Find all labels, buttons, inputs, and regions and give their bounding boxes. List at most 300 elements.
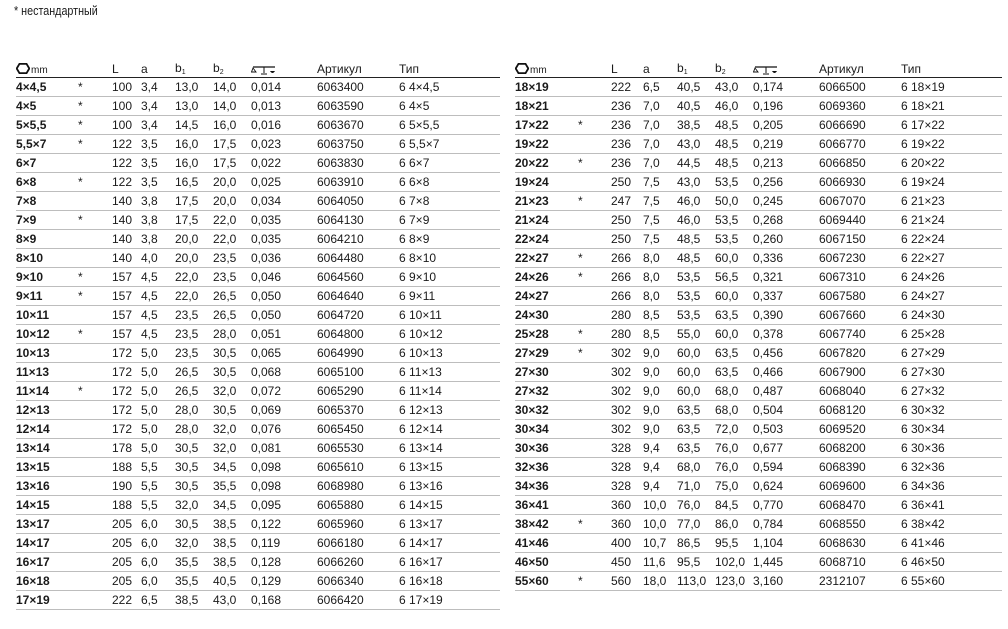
table-row xyxy=(16,591,500,610)
b1-cell: 53,5 xyxy=(677,268,715,287)
table-row xyxy=(515,268,1002,287)
length-cell: 302 xyxy=(611,344,643,363)
b1-cell: 26,5 xyxy=(175,363,213,382)
a-cell: 7,5 xyxy=(643,173,677,192)
nonstandard-mark xyxy=(578,439,611,458)
article-cell: 6068200 xyxy=(819,439,901,458)
a-cell: 7,5 xyxy=(643,211,677,230)
table-row xyxy=(16,287,500,306)
article-cell: 6064990 xyxy=(317,344,399,363)
b1-cell: 95,5 xyxy=(677,553,715,572)
b2-cell: 56,5 xyxy=(715,268,753,287)
article-cell: 6068980 xyxy=(317,477,399,496)
size-cell: 19×22 xyxy=(515,135,578,154)
table-row xyxy=(16,325,500,344)
type-cell: 6 34×36 xyxy=(901,477,1002,496)
length-cell: 450 xyxy=(611,553,643,572)
article-cell: 6064720 xyxy=(317,306,399,325)
nonstandard-mark: * xyxy=(78,78,112,97)
length-cell: 190 xyxy=(112,477,141,496)
nonstandard-mark xyxy=(578,496,611,515)
a-cell: 9,4 xyxy=(643,458,677,477)
length-cell: 122 xyxy=(112,135,141,154)
nonstandard-mark xyxy=(78,439,112,458)
nonstandard-mark: * xyxy=(578,344,611,363)
size-cell: 46×50 xyxy=(515,553,578,572)
article-header: Артикул xyxy=(317,59,399,78)
length-header: L xyxy=(112,59,141,78)
length-cell: 205 xyxy=(112,534,141,553)
table-row xyxy=(515,325,1002,344)
b2-cell: 76,0 xyxy=(715,439,753,458)
length-cell: 266 xyxy=(611,287,643,306)
weight-cell: 0,219 xyxy=(753,135,819,154)
nonstandard-mark xyxy=(78,496,112,515)
length-cell: 247 xyxy=(611,192,643,211)
article-cell: 6066690 xyxy=(819,116,901,135)
table-row xyxy=(16,534,500,553)
b1-cell: 55,0 xyxy=(677,325,715,344)
size-cell: 12×13 xyxy=(16,401,78,420)
b2-header: $b_2$ xyxy=(715,59,753,78)
nonstandard-mark xyxy=(78,591,112,610)
a-cell: 3,4 xyxy=(141,97,175,116)
weight-cell: 0,034 xyxy=(251,192,317,211)
type-cell: 6 16×18 xyxy=(399,572,500,591)
weight-cell: 0,466 xyxy=(753,363,819,382)
a-cell: 5,5 xyxy=(141,477,175,496)
b2-cell: 16,0 xyxy=(213,116,251,135)
type-cell: 6 24×26 xyxy=(901,268,1002,287)
b1-cell: 53,5 xyxy=(677,287,715,306)
a-cell: 8,5 xyxy=(643,325,677,344)
type-cell: 6 30×34 xyxy=(901,420,1002,439)
type-cell: 6 13×15 xyxy=(399,458,500,477)
b1-cell: 77,0 xyxy=(677,515,715,534)
b1-cell: 60,0 xyxy=(677,363,715,382)
b1-cell: 26,5 xyxy=(175,382,213,401)
type-cell: 6 10×13 xyxy=(399,344,500,363)
length-cell: 280 xyxy=(611,306,643,325)
table-row xyxy=(16,306,500,325)
a-cell: 9,0 xyxy=(643,344,677,363)
type-cell: 6 6×8 xyxy=(399,173,500,192)
size-cell: 13×17 xyxy=(16,515,78,534)
size-cell: 22×24 xyxy=(515,230,578,249)
nonstandard-note: * нестандартный xyxy=(14,4,98,18)
b2-cell: 38,5 xyxy=(213,553,251,572)
b1-cell: 43,0 xyxy=(677,135,715,154)
nonstandard-mark xyxy=(578,363,611,382)
b2-cell: 60,0 xyxy=(715,287,753,306)
weight-cell: 0,050 xyxy=(251,287,317,306)
b1-cell: 86,5 xyxy=(677,534,715,553)
b2-cell: 53,5 xyxy=(715,211,753,230)
b1-cell: 16,0 xyxy=(175,154,213,173)
length-cell: 302 xyxy=(611,382,643,401)
table-row xyxy=(16,477,500,496)
size-cell: 24×30 xyxy=(515,306,578,325)
b1-cell: 20,0 xyxy=(175,249,213,268)
b2-cell: 22,0 xyxy=(213,211,251,230)
a-cell: 7,5 xyxy=(643,230,677,249)
a-cell: 3,5 xyxy=(141,135,175,154)
size-unit: mm xyxy=(31,65,48,76)
length-cell: 140 xyxy=(112,249,141,268)
weight-cell: 0,022 xyxy=(251,154,317,173)
b1-cell: 17,5 xyxy=(175,211,213,230)
scale-weight-icon xyxy=(251,65,277,75)
weight-cell: 0,122 xyxy=(251,515,317,534)
table-row xyxy=(515,306,1002,325)
type-cell: 6 9×10 xyxy=(399,268,500,287)
size-cell: 24×26 xyxy=(515,268,578,287)
a-cell: 4,5 xyxy=(141,325,175,344)
nonstandard-mark: * xyxy=(78,116,112,135)
a-cell: 7,5 xyxy=(643,192,677,211)
a-cell: 4,5 xyxy=(141,268,175,287)
b1-cell: 48,5 xyxy=(677,230,715,249)
size-cell: 27×29 xyxy=(515,344,578,363)
article-cell: 6065290 xyxy=(317,382,399,401)
nonstandard-mark: * xyxy=(578,249,611,268)
size-cell: 6×7 xyxy=(16,154,78,173)
size-cell: 13×16 xyxy=(16,477,78,496)
type-cell: 6 7×8 xyxy=(399,192,500,211)
b2-cell: 53,5 xyxy=(715,173,753,192)
table-row xyxy=(515,135,1002,154)
b2-cell: 123,0 xyxy=(715,572,753,591)
size-cell: 6×8 xyxy=(16,173,78,192)
article-cell: 6067580 xyxy=(819,287,901,306)
b2-cell: 95,5 xyxy=(715,534,753,553)
b2-cell: 46,0 xyxy=(715,97,753,116)
b1-cell: 32,0 xyxy=(175,496,213,515)
nonstandard-mark: * xyxy=(578,515,611,534)
b2-cell: 60,0 xyxy=(715,325,753,344)
type-header: Тип xyxy=(399,59,500,78)
b2-cell: 40,5 xyxy=(213,572,251,591)
weight-cell: 0,205 xyxy=(753,116,819,135)
size-header xyxy=(16,59,78,78)
article-cell: 6069520 xyxy=(819,420,901,439)
article-cell: 6068040 xyxy=(819,382,901,401)
b1-cell: 60,0 xyxy=(677,382,715,401)
b1-cell: 68,0 xyxy=(677,458,715,477)
length-cell: 157 xyxy=(112,268,141,287)
table-row xyxy=(515,401,1002,420)
a-cell: 4,5 xyxy=(141,287,175,306)
type-cell: 6 38×42 xyxy=(901,515,1002,534)
a-header: a xyxy=(643,59,677,78)
type-cell: 6 27×30 xyxy=(901,363,1002,382)
size-cell: 16×18 xyxy=(16,572,78,591)
length-cell: 250 xyxy=(611,211,643,230)
type-cell: 6 19×22 xyxy=(901,135,1002,154)
nonstandard-mark xyxy=(578,173,611,192)
weight-cell: 0,035 xyxy=(251,230,317,249)
b1-cell: 40,5 xyxy=(677,78,715,97)
length-cell: 280 xyxy=(611,325,643,344)
length-cell: 302 xyxy=(611,420,643,439)
table-row xyxy=(16,553,500,572)
spec-table-right xyxy=(515,59,1002,591)
nonstandard-mark: * xyxy=(578,154,611,173)
article-cell: 6065960 xyxy=(317,515,399,534)
table-row xyxy=(515,154,1002,173)
length-cell: 560 xyxy=(611,572,643,591)
article-cell: 6064640 xyxy=(317,287,399,306)
size-cell: 30×36 xyxy=(515,439,578,458)
size-cell: 10×11 xyxy=(16,306,78,325)
b2-cell: 35,5 xyxy=(213,477,251,496)
size-cell: 55×60 xyxy=(515,572,578,591)
weight-cell: 0,390 xyxy=(753,306,819,325)
article-cell: 6068630 xyxy=(819,534,901,553)
nonstandard-mark xyxy=(78,344,112,363)
a-cell: 3,5 xyxy=(141,173,175,192)
nonstandard-mark xyxy=(78,154,112,173)
size-cell: 30×34 xyxy=(515,420,578,439)
b1-cell: 17,5 xyxy=(175,192,213,211)
table-row xyxy=(16,154,500,173)
type-cell: 6 6×7 xyxy=(399,154,500,173)
nonstandard-mark: * xyxy=(578,116,611,135)
b2-cell: 53,5 xyxy=(715,230,753,249)
b2-cell: 63,5 xyxy=(715,363,753,382)
a-cell: 9,0 xyxy=(643,420,677,439)
type-cell: 6 19×24 xyxy=(901,173,1002,192)
nonstandard-mark: * xyxy=(78,97,112,116)
length-cell: 172 xyxy=(112,363,141,382)
length-cell: 172 xyxy=(112,420,141,439)
weight-cell: 0,098 xyxy=(251,458,317,477)
b2-cell: 86,0 xyxy=(715,515,753,534)
weight-cell: 0,014 xyxy=(251,78,317,97)
a-cell: 5,0 xyxy=(141,420,175,439)
table-header-row xyxy=(16,59,500,78)
weight-cell: 1,445 xyxy=(753,553,819,572)
b1-header: $b_1$ xyxy=(677,59,715,78)
table-row xyxy=(515,287,1002,306)
b1-cell: 30,5 xyxy=(175,458,213,477)
table-row xyxy=(515,363,1002,382)
table-row xyxy=(16,382,500,401)
size-cell: 5×5,5 xyxy=(16,116,78,135)
b2-cell: 50,0 xyxy=(715,192,753,211)
type-cell: 6 32×36 xyxy=(901,458,1002,477)
size-cell: 9×11 xyxy=(16,287,78,306)
length-cell: 140 xyxy=(112,192,141,211)
length-cell: 100 xyxy=(112,78,141,97)
b2-cell: 30,5 xyxy=(213,344,251,363)
table-row xyxy=(515,534,1002,553)
nonstandard-mark: * xyxy=(578,325,611,344)
type-cell: 6 4×5 xyxy=(399,97,500,116)
weight-cell: 0,069 xyxy=(251,401,317,420)
a-cell: 3,8 xyxy=(141,230,175,249)
article-cell: 6065610 xyxy=(317,458,399,477)
size-cell: 17×22 xyxy=(515,116,578,135)
a-cell: 10,0 xyxy=(643,515,677,534)
type-cell: 6 27×32 xyxy=(901,382,1002,401)
type-cell: 6 8×9 xyxy=(399,230,500,249)
type-cell: 6 21×24 xyxy=(901,211,1002,230)
a-cell: 5,5 xyxy=(141,496,175,515)
size-cell: 22×27 xyxy=(515,249,578,268)
weight-cell: 0,013 xyxy=(251,97,317,116)
b1-cell: 13,0 xyxy=(175,78,213,97)
type-cell: 6 18×19 xyxy=(901,78,1002,97)
weight-cell: 0,035 xyxy=(251,211,317,230)
b2-cell: 20,0 xyxy=(213,173,251,192)
weight-cell: 0,336 xyxy=(753,249,819,268)
table-row xyxy=(515,97,1002,116)
length-cell: 302 xyxy=(611,401,643,420)
b2-cell: 32,0 xyxy=(213,439,251,458)
table-row xyxy=(16,173,500,192)
size-cell: 8×9 xyxy=(16,230,78,249)
b2-cell: 76,0 xyxy=(715,458,753,477)
nonstandard-mark xyxy=(78,420,112,439)
a-cell: 6,0 xyxy=(141,553,175,572)
table-row xyxy=(16,363,500,382)
a-cell: 7,0 xyxy=(643,97,677,116)
size-cell: 41×46 xyxy=(515,534,578,553)
length-cell: 266 xyxy=(611,268,643,287)
article-cell: 2312107 xyxy=(819,572,901,591)
length-cell: 236 xyxy=(611,154,643,173)
size-cell: 14×17 xyxy=(16,534,78,553)
table-row xyxy=(515,553,1002,572)
b1-cell: 71,0 xyxy=(677,477,715,496)
b2-cell: 43,0 xyxy=(213,591,251,610)
article-cell: 6063590 xyxy=(317,97,399,116)
size-cell: 18×19 xyxy=(515,78,578,97)
weight-cell: 0,487 xyxy=(753,382,819,401)
weight-cell: 0,016 xyxy=(251,116,317,135)
article-cell: 6069360 xyxy=(819,97,901,116)
weight-cell: 0,023 xyxy=(251,135,317,154)
type-cell: 6 20×22 xyxy=(901,154,1002,173)
nonstandard-mark: * xyxy=(78,173,112,192)
type-cell: 6 7×9 xyxy=(399,211,500,230)
type-cell: 6 24×30 xyxy=(901,306,1002,325)
article-cell: 6067310 xyxy=(819,268,901,287)
weight-cell: 0,456 xyxy=(753,344,819,363)
a-cell: 8,0 xyxy=(643,249,677,268)
length-cell: 360 xyxy=(611,496,643,515)
nonstandard-mark xyxy=(78,306,112,325)
weight-cell: 1,104 xyxy=(753,534,819,553)
a-cell: 9,4 xyxy=(643,439,677,458)
table-row xyxy=(515,420,1002,439)
b1-cell: 22,0 xyxy=(175,287,213,306)
article-cell: 6065880 xyxy=(317,496,399,515)
type-cell: 6 14×17 xyxy=(399,534,500,553)
weight-cell: 0,337 xyxy=(753,287,819,306)
a-cell: 10,7 xyxy=(643,534,677,553)
size-cell: 4×5 xyxy=(16,97,78,116)
b1-cell: 48,5 xyxy=(677,249,715,268)
b1-cell: 38,5 xyxy=(677,116,715,135)
size-cell: 8×10 xyxy=(16,249,78,268)
size-cell: 25×28 xyxy=(515,325,578,344)
a-cell: 3,8 xyxy=(141,211,175,230)
article-cell: 6063750 xyxy=(317,135,399,154)
size-cell: 14×15 xyxy=(16,496,78,515)
table-row xyxy=(16,116,500,135)
a-cell: 3,8 xyxy=(141,192,175,211)
nonstandard-mark xyxy=(578,97,611,116)
a-cell: 18,0 xyxy=(643,572,677,591)
article-cell: 6068390 xyxy=(819,458,901,477)
table-row xyxy=(16,401,500,420)
length-cell: 250 xyxy=(611,173,643,192)
b2-cell: 43,0 xyxy=(715,78,753,97)
weight-cell: 0,168 xyxy=(251,591,317,610)
length-cell: 172 xyxy=(112,344,141,363)
weight-cell: 0,119 xyxy=(251,534,317,553)
scale-weight-icon xyxy=(753,65,779,75)
length-cell: 157 xyxy=(112,306,141,325)
b1-cell: 38,5 xyxy=(175,591,213,610)
nonstandard-mark xyxy=(78,363,112,382)
nonstandard-mark xyxy=(578,534,611,553)
table-row xyxy=(16,268,500,287)
b2-cell: 23,5 xyxy=(213,249,251,268)
length-cell: 205 xyxy=(112,572,141,591)
b2-cell: 63,5 xyxy=(715,306,753,325)
b2-cell: 60,0 xyxy=(715,249,753,268)
b2-cell: 72,0 xyxy=(715,420,753,439)
article-cell: 6069600 xyxy=(819,477,901,496)
length-cell: 122 xyxy=(112,173,141,192)
length-cell: 360 xyxy=(611,515,643,534)
a-cell: 5,0 xyxy=(141,401,175,420)
size-cell: 17×19 xyxy=(16,591,78,610)
nonstandard-mark xyxy=(578,135,611,154)
a-cell: 9,0 xyxy=(643,401,677,420)
table-row xyxy=(515,439,1002,458)
size-cell: 5,5×7 xyxy=(16,135,78,154)
b1-cell: 30,5 xyxy=(175,477,213,496)
weight-cell: 0,677 xyxy=(753,439,819,458)
nonstandard-mark xyxy=(578,211,611,230)
b2-cell: 23,5 xyxy=(213,268,251,287)
size-cell: 7×9 xyxy=(16,211,78,230)
a-cell: 5,0 xyxy=(141,439,175,458)
length-cell: 236 xyxy=(611,116,643,135)
nonstandard-mark xyxy=(78,534,112,553)
table-row xyxy=(515,515,1002,534)
a-cell: 6,0 xyxy=(141,534,175,553)
type-cell: 6 25×28 xyxy=(901,325,1002,344)
nonstandard-mark: * xyxy=(578,192,611,211)
a-cell: 8,5 xyxy=(643,306,677,325)
type-cell: 6 4×4,5 xyxy=(399,78,500,97)
nonstandard-mark xyxy=(578,458,611,477)
star-header xyxy=(578,59,611,78)
size-cell: 11×13 xyxy=(16,363,78,382)
article-cell: 6065530 xyxy=(317,439,399,458)
table-row xyxy=(515,116,1002,135)
table-row xyxy=(16,515,500,534)
table-row xyxy=(515,344,1002,363)
weight-cell: 0,081 xyxy=(251,439,317,458)
nonstandard-mark xyxy=(78,515,112,534)
b1-cell: 60,0 xyxy=(677,344,715,363)
